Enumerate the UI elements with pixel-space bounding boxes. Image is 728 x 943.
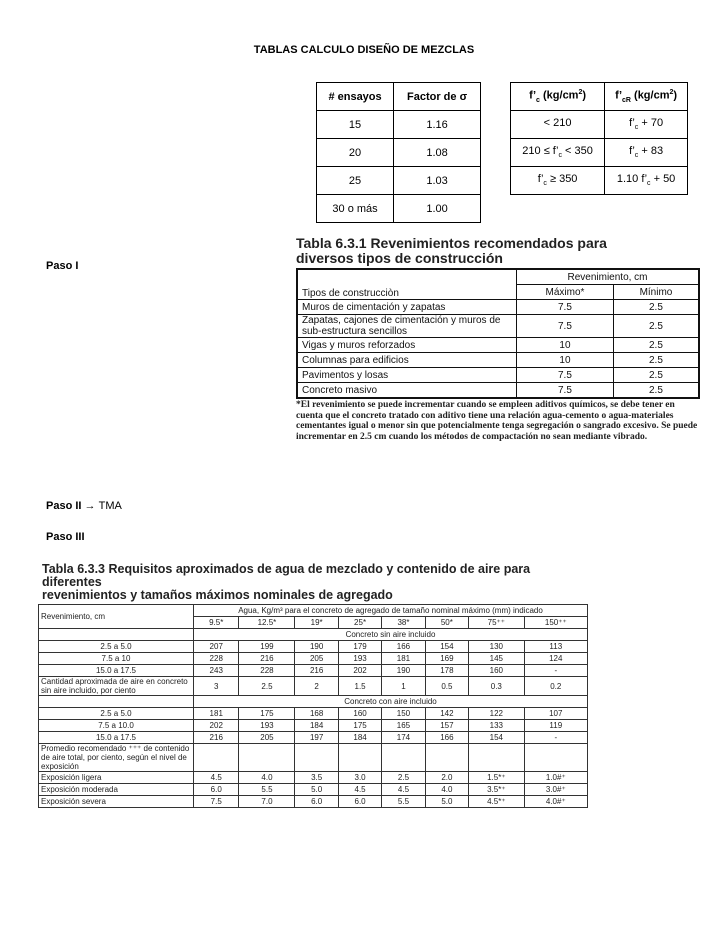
cell: 1.5*⁺ — [469, 772, 524, 784]
table-row — [39, 708, 588, 720]
table-row — [39, 720, 588, 732]
cell: 1 — [382, 677, 425, 696]
size-header: 12.5* — [239, 617, 295, 629]
cell: 2.5 — [613, 353, 699, 368]
cell: 7.5 — [194, 796, 239, 808]
cell: 10 — [517, 353, 614, 368]
row-label: 7.5 a 10.0 — [39, 720, 194, 732]
table-row — [39, 796, 588, 808]
cell: 1.10 $f’_c + 50$ — [605, 167, 688, 195]
con-aire-rows — [39, 708, 588, 744]
tabla-631-title-1: Tabla 6.3.1 Revenimientos recomendados para — [296, 235, 607, 251]
cell: Cantidad aproximada de aire en concreto sin aire incluido, por ciento — [39, 677, 194, 696]
cell: 166 — [382, 641, 425, 653]
table-row — [511, 167, 688, 195]
exposicion-rows — [39, 772, 588, 808]
cell: 1.03 — [394, 167, 481, 195]
cell: Vigas y muros reforzados — [297, 338, 517, 353]
cell: 4.5 — [194, 772, 239, 784]
cell: 5.5 — [239, 784, 295, 796]
cell: 184 — [295, 720, 338, 732]
cell: 154 — [469, 732, 524, 744]
cell: 3.5*⁺ — [469, 784, 524, 796]
cell: Concreto masivo — [297, 383, 517, 399]
size-header: 19* — [295, 617, 338, 629]
tabla-631-image — [296, 236, 702, 476]
cell: 2 — [295, 677, 338, 696]
cell: 202 — [338, 665, 381, 677]
table-row — [297, 383, 699, 399]
cell: 4.0 — [425, 784, 468, 796]
table-row — [317, 195, 481, 223]
cell: 1.00 — [394, 195, 481, 223]
agua-header: Agua, Kg/m³ para el concreto de agregado de tamaño nominal máximo (mm) indicado — [194, 605, 588, 617]
cell: Muros de cimentación y zapatas — [297, 300, 517, 315]
table-row — [297, 269, 699, 285]
header-factor: Factor de σ — [394, 83, 481, 111]
table-row — [39, 677, 588, 696]
cell: 174 — [382, 732, 425, 744]
cell: 165 — [382, 720, 425, 732]
table-row — [39, 772, 588, 784]
document-title: TABLAS CALCULO DISEÑO DE MEZCLAS — [253, 44, 475, 56]
cell: 6.0 — [295, 796, 338, 808]
cell: 2.5 — [613, 338, 699, 353]
cell: 190 — [295, 641, 338, 653]
cell: 7.5 — [517, 315, 614, 338]
header-fcr: $f’_{cR}$ $(kg/cm^2)$ — [605, 83, 688, 111]
cell: Pavimentos y losas — [297, 368, 517, 383]
cell: 2.5 — [613, 383, 699, 399]
cell: 1.16 — [394, 111, 481, 139]
table-row — [39, 605, 588, 617]
cell: 150 — [382, 708, 425, 720]
table-row — [39, 653, 588, 665]
cell: 10 — [517, 338, 614, 353]
table-row — [317, 111, 481, 139]
cell: 1.08 — [394, 139, 481, 167]
tabla-633-image — [38, 563, 590, 853]
table-row — [297, 368, 699, 383]
header-ensayos: # ensayos — [317, 83, 394, 111]
cell: 175 — [338, 720, 381, 732]
row-label: 15.0 a 17.5 — [39, 732, 194, 744]
fcr-table — [510, 82, 688, 195]
cell: 4.5 — [382, 784, 425, 796]
cell: 0.3 — [469, 677, 524, 696]
cell: 199 — [239, 641, 295, 653]
size-header: 75⁺⁺ — [469, 617, 524, 629]
table-row — [297, 338, 699, 353]
table-row — [39, 629, 588, 641]
cell: 5.0 — [295, 784, 338, 796]
tabla-631-title-2: diversos tipos de construcción — [296, 250, 503, 266]
table-row — [297, 300, 699, 315]
cell: Promedio recomendado ⁺⁺⁺ de contenido de aire total, por ciento, según el nivel de exposición — [39, 744, 194, 772]
cell: 6.0 — [194, 784, 239, 796]
table-row — [39, 641, 588, 653]
cell: 1.5 — [338, 677, 381, 696]
cell: 4.0#⁺ — [524, 796, 587, 808]
cell: 184 — [338, 732, 381, 744]
table-row — [39, 696, 588, 708]
cell: 0.2 — [524, 677, 587, 696]
cell: 25 — [317, 167, 394, 195]
row-label: 15.0 a 17.5 — [39, 665, 194, 677]
tabla-631-footnote: *El revenimiento se puede incrementar cuando se empleen aditivos químicos, se debe tener en cuenta que el concreto tratado con aditivo tiene una relación agua-cemento o agua-materiales cementantes igual o menor sin que potencialmente tenga segregación o sangrado excesivo. Se puede incrementar en 2.5 cm cuando los métodos de compactación no sean mediante vibrado. — [296, 400, 698, 442]
cell: 7.0 — [239, 796, 295, 808]
cell: 0.5 — [425, 677, 468, 696]
table-row — [39, 665, 588, 677]
cell: - — [524, 665, 587, 677]
cell: 5.5 — [382, 796, 425, 808]
tabla-633-title-1: Tabla 6.3.3 Requisitos aproximados de agua de mezclado y contenido de aire para diferentes — [42, 562, 531, 589]
cell: 216 — [239, 653, 295, 665]
factor-table — [316, 82, 481, 223]
cell: 190 — [382, 665, 425, 677]
row-label: 2.5 a 5.0 — [39, 708, 194, 720]
table-row — [511, 111, 688, 139]
cell: 3 — [194, 677, 239, 696]
cell: 122 — [469, 708, 524, 720]
cell: 2.5 — [613, 300, 699, 315]
cell: 197 — [295, 732, 338, 744]
cell: 169 — [425, 653, 468, 665]
cell: 3.0 — [338, 772, 381, 784]
cell: 228 — [239, 665, 295, 677]
cell: 228 — [194, 653, 239, 665]
cell: 4.5 — [338, 784, 381, 796]
paso-1-label: Paso I — [46, 260, 79, 272]
cell: 133 — [469, 720, 524, 732]
tma-text: TMA — [98, 500, 122, 512]
table-row — [317, 83, 481, 111]
header-fc: $f’_c$ $(kg/cm^2)$ — [511, 83, 605, 111]
table-row — [511, 83, 688, 111]
cell: 202 — [194, 720, 239, 732]
size-header: 25* — [338, 617, 381, 629]
table-row — [39, 784, 588, 796]
table-row — [297, 353, 699, 368]
cell: 181 — [382, 653, 425, 665]
cell: 175 — [239, 708, 295, 720]
col-rev: Revenimiento, cm — [39, 605, 194, 629]
cell: 142 — [425, 708, 468, 720]
tabla-631-table — [296, 268, 700, 399]
cell: 145 — [469, 653, 524, 665]
table-row — [511, 139, 688, 167]
cell: 168 — [295, 708, 338, 720]
cell: 2.5 — [239, 677, 295, 696]
size-header: 9.5* — [194, 617, 239, 629]
cell: 113 — [524, 641, 587, 653]
cell: Columnas para edificios — [297, 353, 517, 368]
cell: 207 — [194, 641, 239, 653]
cell: 205 — [295, 653, 338, 665]
cell: 166 — [425, 732, 468, 744]
sin-aire-rows — [39, 641, 588, 677]
cell: 154 — [425, 641, 468, 653]
cell: 7.5 — [517, 368, 614, 383]
size-header: 50* — [425, 617, 468, 629]
cell: $f’_c + 83$ — [605, 139, 688, 167]
cell: 2.5 — [613, 368, 699, 383]
cell: < 210 — [511, 111, 605, 139]
cell: 4.5*⁺ — [469, 796, 524, 808]
table-row — [39, 744, 588, 772]
row-label: 7.5 a 10 — [39, 653, 194, 665]
table-row — [39, 732, 588, 744]
row-label: 2.5 a 5.0 — [39, 641, 194, 653]
cell: 2.5 — [613, 315, 699, 338]
paso-2-label — [46, 500, 122, 512]
cell: $f’_c + 70$ — [605, 111, 688, 139]
cell: $f’_c \ge 350$ — [511, 167, 605, 195]
cell: 7.5 — [517, 383, 614, 399]
cell: 160 — [338, 708, 381, 720]
cell: 205 — [239, 732, 295, 744]
cell: 20 — [317, 139, 394, 167]
col-max: Máximo* — [517, 285, 614, 300]
cell: 216 — [295, 665, 338, 677]
cell: 4.0 — [239, 772, 295, 784]
cell: 243 — [194, 665, 239, 677]
cell: 124 — [524, 653, 587, 665]
cell: 30 o más — [317, 195, 394, 223]
col-group: Revenimiento, cm — [517, 269, 700, 285]
paso-2-text: Paso II — [46, 500, 82, 512]
cell: 193 — [338, 653, 381, 665]
cell: 3.5 — [295, 772, 338, 784]
paso-3-label: Paso III — [46, 531, 85, 543]
col-min: Mínimo — [613, 285, 699, 300]
section-label: Concreto con aire incluido — [194, 696, 588, 708]
cell: 119 — [524, 720, 587, 732]
cell: - — [524, 732, 587, 744]
section-label: Concreto sin aire incluido — [194, 629, 588, 641]
cell: 2.0 — [425, 772, 468, 784]
cell: 181 — [194, 708, 239, 720]
cell: 193 — [239, 720, 295, 732]
cell: 160 — [469, 665, 524, 677]
cell: 2.5 — [382, 772, 425, 784]
cell: 107 — [524, 708, 587, 720]
row-label: Exposición severa — [39, 796, 194, 808]
col-tipos: Tipos de construcciòn — [297, 269, 517, 300]
tabla-633-table — [38, 604, 588, 808]
cell: 1.0#⁺ — [524, 772, 587, 784]
cell: Zapatas, cajones de cimentación y muros de sub-estructura sencillos — [297, 315, 517, 338]
row-label: Exposición moderada — [39, 784, 194, 796]
cell: $210 \le f’_c < 350$ — [511, 139, 605, 167]
cell: 5.0 — [425, 796, 468, 808]
cell: 179 — [338, 641, 381, 653]
cell: 157 — [425, 720, 468, 732]
table-row — [297, 315, 699, 338]
cell: 6.0 — [338, 796, 381, 808]
cell: 7.5 — [517, 300, 614, 315]
right-arrow-icon: → — [84, 500, 96, 512]
size-header: 150⁺⁺ — [524, 617, 587, 629]
table-row — [317, 139, 481, 167]
row-label: Exposición ligera — [39, 772, 194, 784]
table-row — [317, 167, 481, 195]
cell: 178 — [425, 665, 468, 677]
size-header: 38* — [382, 617, 425, 629]
cell: 15 — [317, 111, 394, 139]
cell: 130 — [469, 641, 524, 653]
cell: 216 — [194, 732, 239, 744]
tabla-633-title-2: revenimientos y tamaños máximos nominales de agregado — [42, 588, 393, 602]
cell: 3.0#⁺ — [524, 784, 587, 796]
